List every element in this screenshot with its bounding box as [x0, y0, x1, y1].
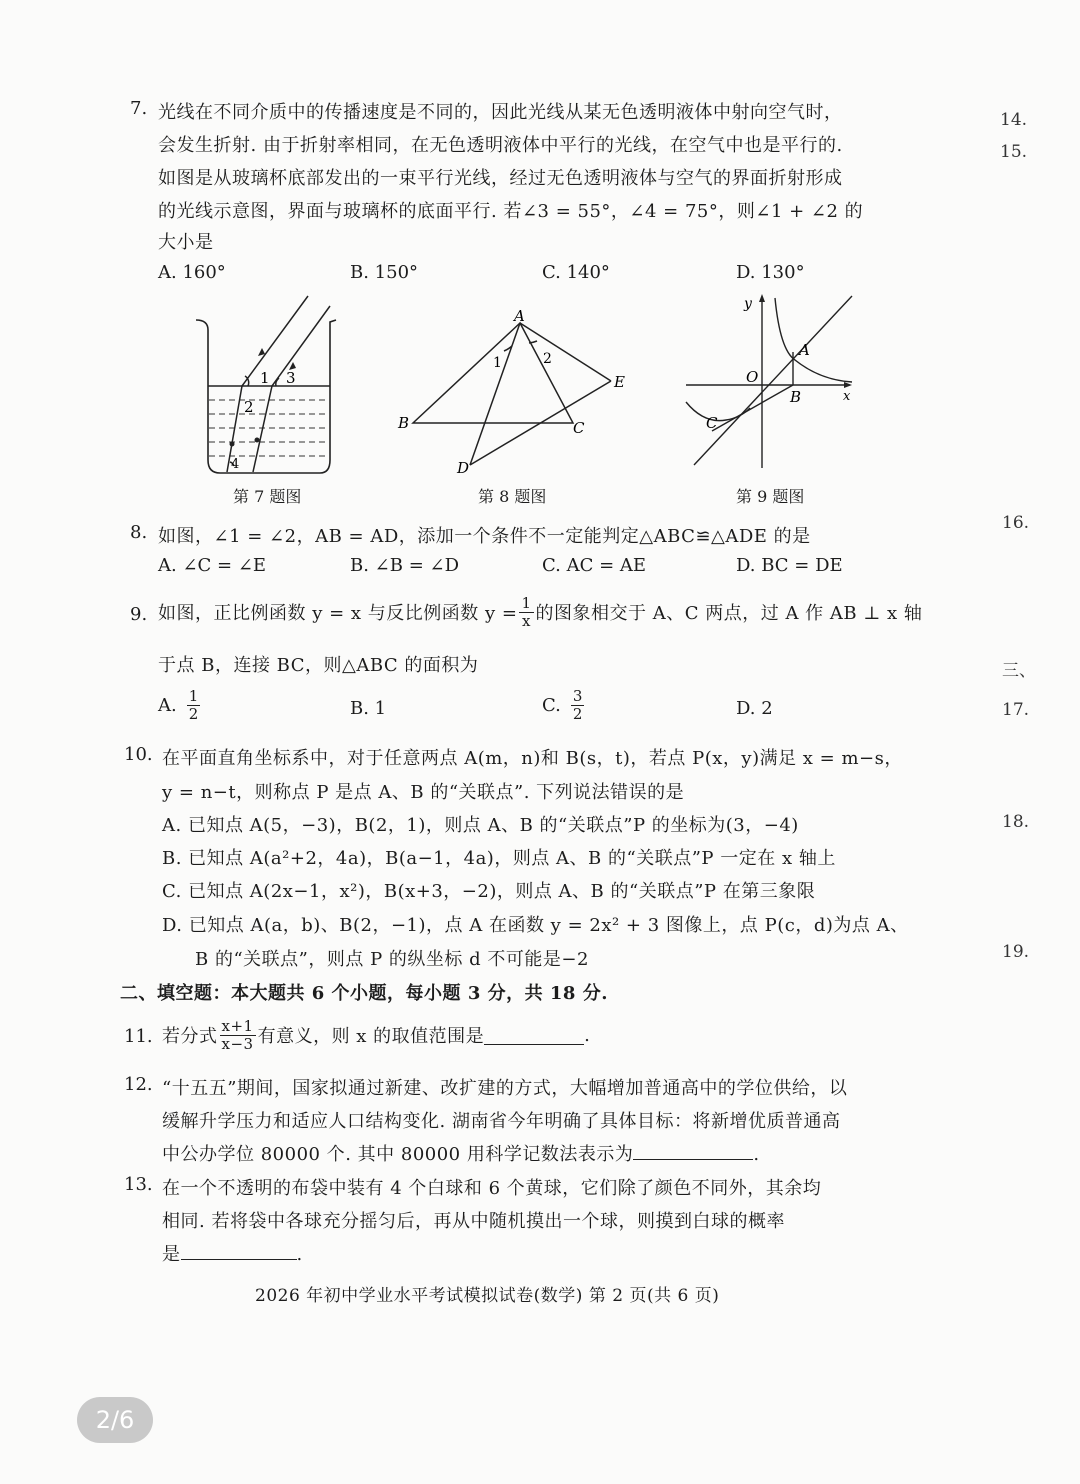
q9-option-b: B. 1	[350, 698, 387, 719]
figure-7-beaker	[190, 290, 350, 485]
q7-line: 会发生折射. 由于折射率相同，在无色透明液体中平行的光线，在空气中也是平行的.	[158, 135, 843, 156]
question-number: 9.	[130, 604, 148, 625]
question-number: 12.	[124, 1074, 153, 1095]
fig7-label: 3	[286, 369, 296, 387]
fig9-label: A	[799, 341, 810, 359]
question-number: 8.	[130, 522, 148, 543]
q7-option-d: D. 130°	[736, 262, 805, 283]
q12-line: 缓解升学压力和适应人口结构变化. 湖南省今年明确了具体目标：将新增优质普通高	[162, 1111, 841, 1132]
q12-line-last	[162, 1140, 760, 1166]
fraction-numerator: 3	[572, 686, 583, 705]
fraction-numerator: x+1	[221, 1016, 254, 1035]
fig8-label: 1	[493, 355, 502, 371]
answer-blank[interactable]	[633, 1141, 753, 1160]
q11-text: 若分式	[162, 1026, 218, 1047]
fig8-label: A	[514, 307, 525, 325]
q13-line: 相同. 若将袋中各球充分摇匀后，再从中随机摸出一个球，则摸到白球的概率	[162, 1211, 785, 1232]
fig8-label: C	[573, 419, 585, 437]
q7-line: 如图是从玻璃杯底部发出的一束平行光线，经过无色透明液体与空气的界面折射形成	[158, 168, 843, 189]
q10-option-b: B. 已知点 A(a²+2，4a)，B(a−1，4a)，则点 A、B 的“关联点”P 一定在 x 轴上	[162, 848, 836, 869]
answer-blank[interactable]	[484, 1026, 584, 1045]
q7-option-b: B. 150°	[350, 262, 419, 283]
fraction-denominator: 2	[188, 704, 199, 723]
q7-line: 的光线示意图，界面与玻璃杯的底面平行. 若∠3 = 55°，∠4 = 75°，则∠1 + ∠2 的	[158, 201, 864, 222]
q7-line: 光线在不同介质中的传播速度是不同的，因此光线从某无色透明液体中射向空气时，	[158, 102, 843, 123]
q9-text: 如图，正比例函数 y = x 与反比例函数 y =	[158, 603, 518, 624]
q10-option-d-cont: B 的“关联点”，则点 P 的纵坐标 d 不可能是−2	[195, 949, 589, 970]
question-number: 7.	[130, 98, 148, 119]
fig8-label: D	[457, 459, 470, 477]
side-number: 16.	[1002, 513, 1030, 533]
section-heading: 二、填空题：本大题共 6 个小题，每小题 3 分，共 18 分.	[120, 983, 608, 1004]
question-number: 10.	[124, 744, 153, 765]
q9-line2: 于点 B，连接 BC，则△ABC 的面积为	[158, 655, 479, 676]
side-number: 14.	[1000, 110, 1028, 130]
q10-option-d: D. 已知点 A(a，b)、B(2，−1)，点 A 在函数 y = 2x² + 3 图像上，点 P(c，d)为点 A、	[162, 915, 909, 936]
q11-fraction	[220, 1018, 256, 1053]
q13-line-last	[162, 1240, 303, 1266]
fig9-label: C	[706, 414, 718, 432]
q12-end: .	[753, 1144, 760, 1165]
q7-line: 大小是	[158, 232, 214, 253]
option-fraction	[571, 688, 585, 723]
fig9-label: O	[746, 368, 759, 386]
q9-option-c	[542, 685, 586, 725]
q10-option-c: C. 已知点 A(2x−1，x²)，B(x+3，−2)，则点 A、B 的“关联点”P 在第三象限	[162, 881, 816, 902]
option-label: A.	[158, 694, 177, 716]
figure-caption: 第 7 题图	[233, 487, 302, 506]
q12-line: “十五五”期间，国家拟通过新建、改扩建的方式，大幅增加普通高中的学位供给，以	[162, 1078, 848, 1099]
q9-option-a	[158, 685, 202, 725]
fig7-label: 4	[231, 457, 240, 472]
figure-8-triangles	[395, 305, 635, 485]
fig7-label: 2	[244, 398, 254, 416]
q10-option-a: A. 已知点 A(5，−3)，B(2，1)，则点 A、B 的“关联点”P 的坐标为(3，−4)	[162, 815, 799, 836]
q10-line: y = n−t，则称点 P 是点 A、B 的“关联点”. 下列说法错误的是	[162, 782, 685, 803]
q12-text: 中公办学位 80000 个. 其中 80000 用科学记数法表示为	[162, 1144, 634, 1165]
q8-option-a: A. ∠C = ∠E	[158, 555, 267, 576]
q13-text: 是	[162, 1244, 181, 1265]
q7-option-c: C. 140°	[542, 262, 610, 283]
fraction-denominator: x−3	[221, 1034, 254, 1053]
q8-text: 如图，∠1 = ∠2，AB = AD，添加一个条件不一定能判定△ABC≌△ADE 的是	[158, 526, 811, 547]
fig9-label: B	[790, 388, 802, 406]
q9-line1	[158, 592, 922, 632]
q11-line	[162, 1012, 590, 1058]
q13-line: 在一个不透明的布袋中装有 4 个白球和 6 个黄球，它们除了颜色不同外，其余均	[162, 1178, 822, 1199]
q8-option-b: B. ∠B = ∠D	[350, 555, 460, 576]
side-number: 17.	[1002, 700, 1030, 720]
q7-option-a: A. 160°	[158, 262, 226, 283]
fig8-label: 2	[543, 351, 552, 367]
q9-fraction	[519, 595, 533, 630]
option-label: C.	[542, 694, 561, 716]
option-fraction	[187, 688, 201, 723]
figure-caption: 第 9 题图	[736, 487, 805, 506]
q11-text: 有意义，则 x 的取值范围是	[257, 1026, 485, 1047]
page-footer: 2026 年初中学业水平考试模拟试卷(数学) 第 2 页(共 6 页)	[255, 1286, 720, 1306]
q9-option-d: D. 2	[736, 698, 773, 719]
fig9-label: x	[843, 389, 851, 404]
fig9-label: y	[744, 296, 752, 312]
side-number: 18.	[1002, 812, 1030, 832]
figure-9-graph	[680, 290, 860, 470]
fraction-denominator: 2	[572, 704, 583, 723]
fraction-denominator: x	[522, 611, 531, 630]
question-number: 13.	[124, 1174, 153, 1195]
answer-blank[interactable]	[181, 1241, 297, 1260]
fraction-numerator: 1	[188, 686, 199, 705]
q8-option-d: D. BC = DE	[736, 555, 843, 576]
q11-end: .	[584, 1024, 591, 1046]
side-number: 三、	[1002, 661, 1036, 681]
fraction-numerator: 1	[521, 593, 532, 612]
question-number: 11.	[124, 1026, 153, 1047]
fig8-label: B	[398, 414, 410, 432]
fig7-label: 1	[260, 369, 270, 387]
fig8-label: E	[614, 373, 625, 391]
q13-end: .	[296, 1244, 303, 1265]
q9-text: 的图象相交于 A、C 两点，过 A 作 AB ⊥ x 轴	[535, 603, 923, 624]
q10-line: 在平面直角坐标系中，对于任意两点 A(m，n)和 B(s，t)，若点 P(x，y)满足 x = m−s，	[162, 748, 903, 769]
page-indicator[interactable]: 2/6	[77, 1397, 153, 1443]
figure-caption: 第 8 题图	[478, 487, 547, 506]
q8-option-c: C. AC = AE	[542, 555, 647, 576]
side-number: 15.	[1000, 142, 1028, 162]
side-number: 19.	[1002, 942, 1030, 962]
